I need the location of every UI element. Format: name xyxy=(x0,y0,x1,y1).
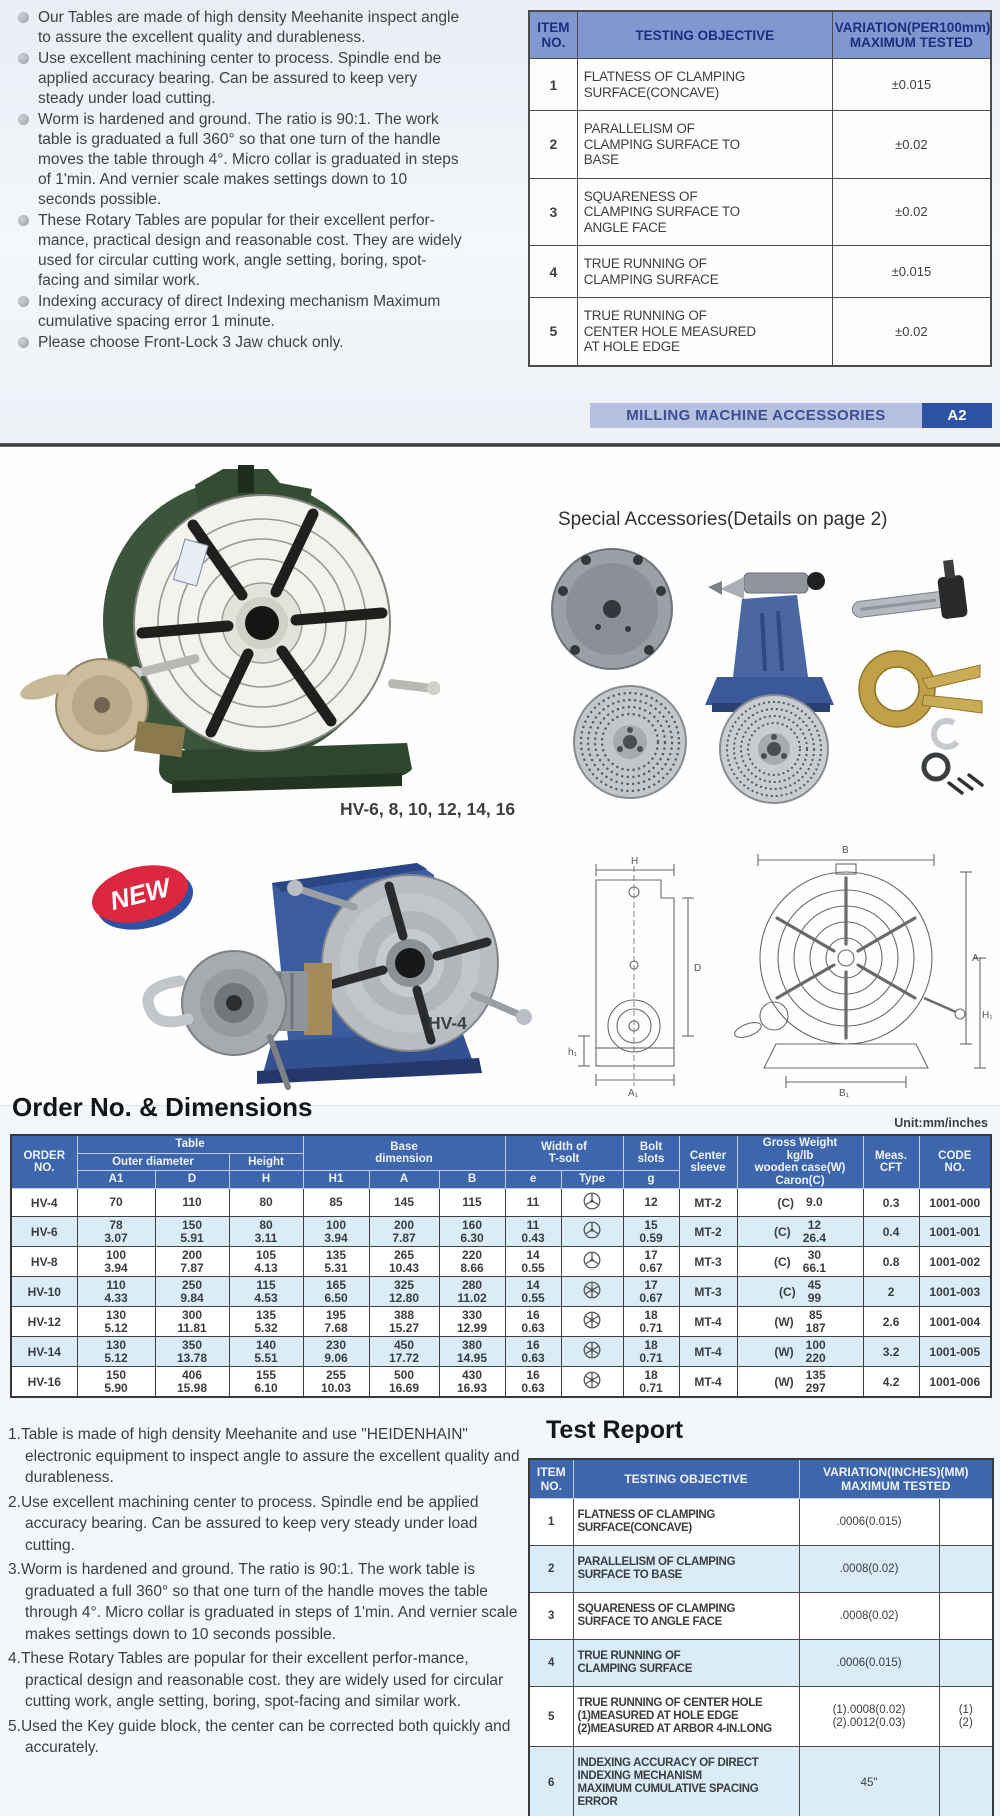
dim-g: 12 xyxy=(623,1189,679,1217)
spec-col-variation-line1: VARIATION(PER100mm) xyxy=(834,20,991,35)
dim-a: 500 16.69 xyxy=(369,1367,439,1398)
dim-type xyxy=(561,1307,623,1337)
order-no: HV-16 xyxy=(11,1367,77,1398)
spec-row xyxy=(529,298,991,366)
spec-objective: TRUE RUNNING OF CENTER HOLE MEASURED AT HOLE EDGE xyxy=(577,298,832,366)
spec-item-no: 4 xyxy=(529,246,577,298)
feature-bullet xyxy=(18,8,466,48)
dim-gross-weight: (W) 135 297 xyxy=(737,1367,863,1398)
dim-d: 200 7.87 xyxy=(155,1247,229,1277)
test-row xyxy=(529,1546,993,1593)
dim-meas-cft: 2.6 xyxy=(863,1307,919,1337)
feature-bullet-text: These Rotary Tables are popular for their excellent perfor-mance, practical design and reasonable cost. They are widely used for circular cutting work, angle setting, boring, spot-facing and similar work. xyxy=(38,212,462,289)
order-no: HV-12 xyxy=(11,1307,77,1337)
col-h1: H1 xyxy=(303,1171,369,1189)
dim-h: 115 4.53 xyxy=(229,1277,303,1307)
test-col-objective: TESTING OBJECTIVE xyxy=(573,1459,799,1499)
dim-h1: 135 5.31 xyxy=(303,1247,369,1277)
dimensions-table-wrap xyxy=(10,1134,990,1398)
dim-h1: 230 9.06 xyxy=(303,1337,369,1367)
dim-type xyxy=(561,1247,623,1277)
dim-code-no: 1001-001 xyxy=(919,1217,991,1247)
dim-type xyxy=(561,1217,623,1247)
dim-gross-weight: (W) 100 220 xyxy=(737,1337,863,1367)
test-row xyxy=(529,1499,993,1546)
dim-b: 380 14.95 xyxy=(439,1337,505,1367)
col-order: ORDER NO. xyxy=(11,1135,77,1189)
dim-a1: 78 3.07 xyxy=(77,1217,155,1247)
dim-e: 16 0.63 xyxy=(505,1367,561,1398)
dim-code-no: 1001-006 xyxy=(919,1367,991,1398)
dim-gross-weight: (C) 9.0 xyxy=(737,1189,863,1217)
feature-bullet xyxy=(18,292,466,332)
hv6-series-label: HV-6, 8, 10, 12, 14, 16 xyxy=(340,799,516,819)
hv4-model-label: HV-4 xyxy=(428,1013,467,1033)
dim-g: 17 0.67 xyxy=(623,1277,679,1307)
dim-meas-cft: 4.2 xyxy=(863,1367,919,1398)
dim-a: 388 15.27 xyxy=(369,1307,439,1337)
test-col-item: ITEM NO. xyxy=(529,1459,573,1499)
col-gross-weight: Gross Weight kg/lb wooden case(W) Caron(C) xyxy=(737,1135,863,1189)
dim-center-sleeve: MT-3 xyxy=(679,1277,737,1307)
screws xyxy=(949,775,982,793)
order-no: HV-4 xyxy=(11,1189,77,1217)
dim-b: 160 6.30 xyxy=(439,1217,505,1247)
dim-row-hv-10 xyxy=(11,1277,991,1307)
col-center-sleeve: Center sleeve xyxy=(679,1135,737,1189)
feature-bullet-text: Our Tables are made of high density Meehanite inspect angle to assure the excellent quality and durableness. xyxy=(38,9,460,46)
note-item xyxy=(8,1424,524,1489)
hv4-worm-bronze xyxy=(304,963,332,1035)
dim-d: 150 5.91 xyxy=(155,1217,229,1247)
note-text: Worm is hardened and ground. The ratio is 90:1. The work table is graduated a full 360° so that one turn of the handle moves the table through 4°. Micro collar is graduated in steps of 1'min. And vernier scale makes settings down to 10 seconds possible. xyxy=(20,1561,518,1643)
notes-list xyxy=(8,1424,524,1762)
banner-title: MILLING MACHINE ACCESSORIES xyxy=(590,403,922,428)
dim-a1: 110 4.33 xyxy=(77,1277,155,1307)
test-item-no: 5 xyxy=(529,1687,573,1747)
dim-label-h1-small: h₁ xyxy=(568,1047,577,1058)
dividing-plate-1 xyxy=(574,686,686,798)
feature-bullet xyxy=(18,110,466,210)
dim-e: 16 0.63 xyxy=(505,1307,561,1337)
spec-variation-value: ±0.015 xyxy=(832,59,991,111)
tslot-type-icon-3-spoke xyxy=(582,1250,602,1270)
variation-spec-table xyxy=(528,10,992,367)
tslot-type-icon-6-spoke xyxy=(582,1310,602,1330)
dividing-plate-2 xyxy=(720,695,828,803)
col-e: e xyxy=(505,1171,561,1189)
dim-h: 105 4.13 xyxy=(229,1247,303,1277)
dim-e: 11 xyxy=(505,1189,561,1217)
dim-h1: 165 6.50 xyxy=(303,1277,369,1307)
test-row xyxy=(529,1747,993,1816)
dim-row-hv-8 xyxy=(11,1247,991,1277)
dim-a1: 130 5.12 xyxy=(77,1307,155,1337)
bullet-icon xyxy=(18,12,29,23)
dim-label-a: A xyxy=(972,953,979,964)
note-text: Use excellent machining center to process. Spindle end be applied accuracy bearing. Can be assured to keep very steady under load cutting. xyxy=(20,1493,479,1554)
test-variation: .0006(0.015) xyxy=(799,1640,939,1687)
test-variation: .0008(0.02) xyxy=(799,1546,939,1593)
test-objective: FLATNESS OF CLAMPING SURFACE(CONCAVE) xyxy=(573,1499,799,1546)
spec-objective: PARALLELISM OF CLAMPING SURFACE TO BASE xyxy=(577,111,832,179)
dim-center-sleeve: MT-3 xyxy=(679,1247,737,1277)
dim-center-sleeve: MT-4 xyxy=(679,1307,737,1337)
clamp-lever-right xyxy=(388,679,433,693)
test-objective: TRUE RUNNING OF CLAMPING SURFACE xyxy=(573,1640,799,1687)
dim-a: 450 17.72 xyxy=(369,1337,439,1367)
spec-col-item xyxy=(529,11,577,59)
dim-g: 18 0.71 xyxy=(623,1367,679,1398)
dim-type xyxy=(561,1189,623,1217)
dim-b: 330 12.99 xyxy=(439,1307,505,1337)
test-report-table-wrap xyxy=(528,1458,992,1816)
test-report-table xyxy=(528,1458,994,1816)
dim-h: 80 3.11 xyxy=(229,1217,303,1247)
dim-type xyxy=(561,1337,623,1367)
dim-a: 145 xyxy=(369,1189,439,1217)
spec-col-item-line1: ITEM xyxy=(537,20,570,35)
order-no: HV-10 xyxy=(11,1277,77,1307)
dim-gross-weight: (W) 85 187 xyxy=(737,1307,863,1337)
spec-objective: SQUARENESS OF CLAMPING SURFACE TO ANGLE FACE xyxy=(577,178,832,246)
spec-variation-value: ±0.02 xyxy=(832,298,991,366)
col-h: H xyxy=(229,1171,303,1189)
dim-label-b1: B₁ xyxy=(839,1088,850,1099)
dim-label-b: B xyxy=(842,845,849,856)
tailstock xyxy=(705,572,834,712)
dim-code-no: 1001-005 xyxy=(919,1337,991,1367)
note-item xyxy=(8,1648,524,1713)
col-outer-diameter: Outer diameter xyxy=(77,1153,229,1171)
dim-a1: 100 3.94 xyxy=(77,1247,155,1277)
spec-col-item-line2: NO. xyxy=(541,35,566,50)
hv4-center-bore xyxy=(395,948,425,978)
dim-h: 140 5.51 xyxy=(229,1337,303,1367)
spec-objective: FLATNESS OF CLAMPING SURFACE(CONCAVE) xyxy=(577,59,832,111)
dim-code-no: 1001-003 xyxy=(919,1277,991,1307)
test-item-no: 2 xyxy=(529,1546,573,1593)
col-b: B xyxy=(439,1171,505,1189)
spec-row xyxy=(529,111,991,179)
dim-type xyxy=(561,1367,623,1398)
note-number: 1. xyxy=(8,1426,21,1443)
test-extra xyxy=(939,1593,993,1640)
test-objective: PARALLELISM OF CLAMPING SURFACE TO BASE xyxy=(573,1546,799,1593)
spec-item-no: 1 xyxy=(529,59,577,111)
col-group-table: Table xyxy=(77,1135,303,1153)
dim-code-no: 1001-004 xyxy=(919,1307,991,1337)
center-bore xyxy=(245,606,279,640)
note-item xyxy=(8,1559,524,1645)
feature-bullet-text: Use excellent machining center to process. Spindle end be applied accuracy bearing. Can be assured to keep very steady under load cutting. xyxy=(38,50,442,107)
test-extra xyxy=(939,1747,993,1816)
dim-row-hv-16 xyxy=(11,1367,991,1398)
test-variation: 45" xyxy=(799,1747,939,1816)
dim-h: 80 xyxy=(229,1189,303,1217)
dim-g: 18 0.71 xyxy=(623,1337,679,1367)
order-no: HV-14 xyxy=(11,1337,77,1367)
dim-b: 220 8.66 xyxy=(439,1247,505,1277)
dim-h: 155 6.10 xyxy=(229,1367,303,1398)
test-objective: SQUARENESS OF CLAMPING SURFACE TO ANGLE FACE xyxy=(573,1593,799,1640)
tslot-type-icon-6-spoke xyxy=(582,1280,602,1300)
section-banner xyxy=(590,403,992,428)
dimensions-table xyxy=(10,1134,992,1398)
col-d: D xyxy=(155,1171,229,1189)
feature-bullet xyxy=(18,49,466,109)
tslot-type-icon-3-spoke xyxy=(582,1191,602,1211)
spec-row xyxy=(529,59,991,111)
spec-item-no: 2 xyxy=(529,111,577,179)
dim-g: 18 0.71 xyxy=(623,1307,679,1337)
spec-variation-value: ±0.015 xyxy=(832,246,991,298)
feature-bullet xyxy=(18,211,466,291)
dim-d: 406 15.98 xyxy=(155,1367,229,1398)
col-bolt-slots: Bolt slots xyxy=(623,1135,679,1171)
test-extra xyxy=(939,1546,993,1593)
spec-col-variation-line2: MAXIMUM TESTED xyxy=(849,35,973,50)
dim-h1: 85 xyxy=(303,1189,369,1217)
dim-e: 14 0.55 xyxy=(505,1277,561,1307)
col-type: Type xyxy=(561,1171,623,1189)
bullet-icon xyxy=(18,53,29,64)
dimensions-title: Order No. & Dimensions xyxy=(12,1092,313,1122)
dim-a: 265 10.43 xyxy=(369,1247,439,1277)
feature-bullet xyxy=(18,333,466,353)
note-item xyxy=(8,1492,524,1557)
test-extra xyxy=(939,1499,993,1546)
dim-row-hv-4 xyxy=(11,1189,991,1217)
note-number: 5. xyxy=(8,1717,21,1735)
dim-h1: 195 7.68 xyxy=(303,1307,369,1337)
order-no: HV-6 xyxy=(11,1217,77,1247)
note-text: Used the Key guide block, the center can be corrected both quickly and accurately. xyxy=(20,1717,511,1756)
dim-gross-weight: (C) 45 99 xyxy=(737,1277,863,1307)
dim-b: 280 11.02 xyxy=(439,1277,505,1307)
spec-item-no: 3 xyxy=(529,178,577,246)
special-accessories-title: Special Accessories(Details on page 2) xyxy=(558,509,888,530)
tslot-type-icon-6-spoke xyxy=(582,1370,602,1390)
dim-h: 135 5.32 xyxy=(229,1307,303,1337)
test-col-variation: VARIATION(INCHES)(MM) MAXIMUM TESTED xyxy=(799,1459,993,1499)
feature-bullet-text: Indexing accuracy of direct Indexing mechanism Maximum cumulative spacing error 1 minute. xyxy=(38,293,441,330)
rotary-table-hv4-photo xyxy=(122,845,537,1108)
product-photo-section xyxy=(0,447,1000,1106)
dim-meas-cft: 0.3 xyxy=(863,1189,919,1217)
spec-item-no: 5 xyxy=(529,298,577,366)
bullet-icon xyxy=(18,337,29,348)
feature-bullet-list xyxy=(18,8,466,354)
test-item-no: 6 xyxy=(529,1747,573,1816)
dimensions-unit-note: Unit:mm/inches xyxy=(894,1116,988,1130)
dim-code-no: 1001-002 xyxy=(919,1247,991,1277)
col-height: Height xyxy=(229,1153,303,1171)
special-accessories-photo xyxy=(512,537,992,812)
dim-a: 325 12.80 xyxy=(369,1277,439,1307)
note-number: 4. xyxy=(8,1650,21,1667)
note-text: These Rotary Tables are popular for their excellent perfor-mance, practical design and reasonable cost. they are widely used for circular cutting work, angle setting, boring, spot-facing and similar work. xyxy=(20,1650,504,1710)
col-a1: A1 xyxy=(77,1171,155,1189)
dim-center-sleeve: MT-4 xyxy=(679,1337,737,1367)
test-report-title: Test Report xyxy=(546,1416,684,1444)
note-number: 2. xyxy=(8,1493,21,1511)
dim-meas-cft: 3.2 xyxy=(863,1337,919,1367)
new-badge-text: NEW xyxy=(106,872,174,916)
dim-row-hv-12 xyxy=(11,1307,991,1337)
dim-center-sleeve: MT-2 xyxy=(679,1189,737,1217)
spec-row xyxy=(529,246,991,298)
dim-meas-cft: 0.8 xyxy=(863,1247,919,1277)
dim-d: 110 xyxy=(155,1189,229,1217)
test-row xyxy=(529,1640,993,1687)
intro-section xyxy=(0,0,1000,444)
tslot-type-icon-3-spoke xyxy=(582,1220,602,1240)
spec-variation-value: ±0.02 xyxy=(832,111,991,179)
dim-d: 350 13.78 xyxy=(155,1337,229,1367)
dim-gross-weight: (C) 30 66.1 xyxy=(737,1247,863,1277)
c-clip xyxy=(934,721,957,747)
test-row xyxy=(529,1687,993,1747)
bullet-icon xyxy=(18,215,29,226)
spec-variation-value: ±0.02 xyxy=(832,178,991,246)
dim-e: 16 0.63 xyxy=(505,1337,561,1367)
bullet-icon xyxy=(18,296,29,307)
dim-row-hv-14 xyxy=(11,1337,991,1367)
dim-meas-cft: 2 xyxy=(863,1277,919,1307)
col-a: A xyxy=(369,1171,439,1189)
test-extra: (1) (2) xyxy=(939,1687,993,1747)
dim-type xyxy=(561,1277,623,1307)
col-meas-cft: Meas. CFT xyxy=(863,1135,919,1189)
o-ring xyxy=(924,755,948,779)
clamp-shaft xyxy=(848,559,968,630)
dim-label-h: H xyxy=(631,856,639,867)
col-group-tslot: Width of T-solt xyxy=(505,1135,623,1171)
dim-a1: 130 5.12 xyxy=(77,1337,155,1367)
tslot-type-icon-6-spoke xyxy=(582,1340,602,1360)
dim-a: 200 7.87 xyxy=(369,1217,439,1247)
test-variation: (1).0008(0.02) (2).0012(0.03) xyxy=(799,1687,939,1747)
dim-e: 11 0.43 xyxy=(505,1217,561,1247)
dim-d: 250 9.84 xyxy=(155,1277,229,1307)
banner-page-code: A2 xyxy=(922,403,992,428)
test-variation: .0006(0.015) xyxy=(799,1499,939,1546)
dimension-drawing xyxy=(536,840,994,1110)
feature-bullet-text: Please choose Front-Lock 3 Jaw chuck only. xyxy=(38,334,344,351)
dim-row-hv-6 xyxy=(11,1217,991,1247)
dim-center-sleeve: MT-2 xyxy=(679,1217,737,1247)
dim-code-no: 1001-000 xyxy=(919,1189,991,1217)
spec-header-row xyxy=(529,11,991,59)
dim-h1: 100 3.94 xyxy=(303,1217,369,1247)
col-g: g xyxy=(623,1171,679,1189)
variation-spec-table-wrap xyxy=(528,10,992,367)
rotary-table-hv6-photo xyxy=(10,453,440,803)
dim-g: 15 0.59 xyxy=(623,1217,679,1247)
test-row xyxy=(529,1593,993,1640)
eccentric-ring-wrench xyxy=(859,651,982,727)
test-objective: TRUE RUNNING OF CENTER HOLE (1)MEASURED AT HOLE EDGE (2)MEASURED AT ARBOR 4-IN.LONG xyxy=(573,1687,799,1747)
spec-col-variation xyxy=(832,11,991,59)
dim-label-d: D xyxy=(694,963,702,974)
dim-label-a1: A₁ xyxy=(628,1088,639,1099)
dim-gross-weight: (C) 12 26.4 xyxy=(737,1217,863,1247)
note-number: 3. xyxy=(8,1561,21,1578)
dim-b: 430 16.93 xyxy=(439,1367,505,1398)
col-code-no: CODE NO. xyxy=(919,1135,991,1189)
test-extra xyxy=(939,1640,993,1687)
dim-h1: 255 10.03 xyxy=(303,1367,369,1398)
dim-g: 17 0.67 xyxy=(623,1247,679,1277)
spec-col-objective: TESTING OBJECTIVE xyxy=(577,11,832,59)
spec-objective: TRUE RUNNING OF CLAMPING SURFACE xyxy=(577,246,832,298)
bullet-icon xyxy=(18,114,29,125)
dim-d: 300 11.81 xyxy=(155,1307,229,1337)
dim-b: 115 xyxy=(439,1189,505,1217)
test-item-no: 3 xyxy=(529,1593,573,1640)
note-item xyxy=(8,1716,524,1759)
dim-meas-cft: 0.4 xyxy=(863,1217,919,1247)
col-group-base: Base dimension xyxy=(303,1135,505,1171)
spec-row xyxy=(529,178,991,246)
feature-bullet-text: Worm is hardened and ground. The ratio is 90:1. The work table is graduated a full 360° so that one turn of the handle moves the table through 4°. Micro collar is graduated in steps of 1'min. And vernier scale makes settings down to 10 seconds possible. xyxy=(38,111,459,208)
note-text: Table is made of high density Meehanite and use "HEIDENHAIN" electronic equipment to inspect angle to assure the excellent quality and durableness. xyxy=(20,1426,520,1486)
test-item-no: 1 xyxy=(529,1499,573,1546)
test-variation: .0008(0.02) xyxy=(799,1593,939,1640)
order-no: HV-8 xyxy=(11,1247,77,1277)
dim-label-hh1: H₁ xyxy=(982,1010,993,1021)
test-item-no: 4 xyxy=(529,1640,573,1687)
dim-a1: 70 xyxy=(77,1189,155,1217)
dim-center-sleeve: MT-4 xyxy=(679,1367,737,1398)
dim-a1: 150 5.90 xyxy=(77,1367,155,1398)
dim-e: 14 0.55 xyxy=(505,1247,561,1277)
test-objective: INDEXING ACCURACY OF DIRECT INDEXING MECHANISM MAXIMUM CUMULATIVE SPACING ERROR xyxy=(573,1747,799,1816)
